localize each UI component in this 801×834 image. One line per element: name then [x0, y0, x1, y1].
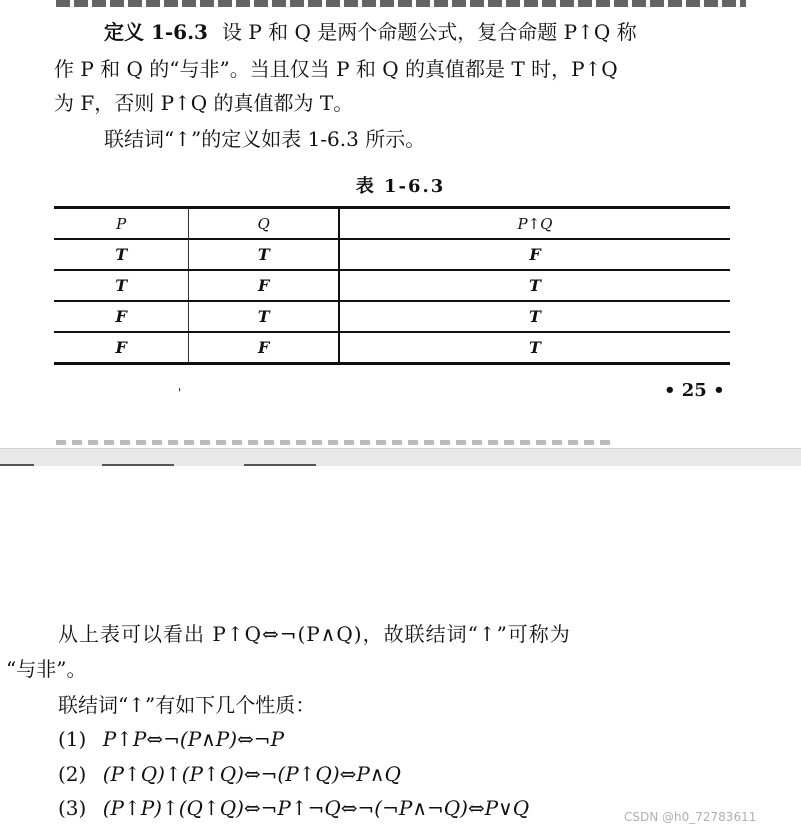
- property-number: (1): [58, 727, 87, 751]
- property-formula: (P↑Q)↑(P↑Q)⇔¬(P↑Q)⇔P∧Q: [102, 762, 401, 786]
- table-row: [54, 332, 730, 364]
- watermark: CSDN @h0_72783611: [624, 810, 757, 824]
- definition-text-1: 设 P 和 Q 是两个命题公式，复合命题 P↑Q 称: [221, 20, 637, 44]
- cut-off-text-line: [56, 440, 616, 445]
- cell-p: F: [54, 332, 189, 364]
- stray-mark: ': [178, 386, 182, 400]
- table-header-row: [54, 208, 730, 240]
- table-row: [54, 270, 730, 301]
- table-row: [54, 301, 730, 332]
- cell-result: F: [339, 239, 730, 270]
- table-caption: [0, 172, 801, 198]
- header-p: P: [54, 208, 189, 240]
- cell-result: T: [339, 301, 730, 332]
- bottom-page: [0, 466, 801, 834]
- definition-line-3: 为 F，否则 P↑Q 的真值都为 T。: [54, 91, 354, 115]
- table-caption-text: 表 1-6.3: [355, 176, 446, 197]
- cell-q: T: [189, 301, 339, 332]
- property-formula: (P↑P)↑(Q↑Q)⇔¬P↑¬Q⇔¬(¬P∧¬Q)⇔P∨Q: [102, 796, 530, 820]
- cell-result: T: [339, 270, 730, 301]
- cut-off-text-line: [56, 0, 746, 7]
- property-2: [58, 762, 401, 786]
- property-formula: P↑P⇔¬(P∧P)⇔¬P: [102, 727, 285, 751]
- table-row: [54, 239, 730, 270]
- truth-table: [54, 206, 730, 365]
- property-number: (2): [58, 762, 87, 786]
- property-1: [58, 727, 284, 751]
- page-number: • 25 •: [664, 380, 725, 401]
- intro-line: 联结词“↑”的定义如表 1-6.3 所示。: [104, 127, 426, 151]
- property-number: (3): [58, 796, 87, 820]
- paragraph-line-1: 从上表可以看出 P↑Q⇔¬(P∧Q)，故联结词“↑”可称为: [58, 622, 571, 646]
- cell-q: F: [189, 270, 339, 301]
- cell-p: F: [54, 301, 189, 332]
- header-p-nand-q: P↑Q: [339, 208, 730, 240]
- paragraph-line-2: “与非”。: [6, 657, 87, 681]
- definition-line-2: 作 P 和 Q 的“与非”。当且仅当 P 和 Q 的真值都是 T 时，P↑Q: [54, 57, 618, 81]
- cell-p: T: [54, 270, 189, 301]
- cell-q: F: [189, 332, 339, 364]
- definition-title: 定义 1-6.3: [104, 20, 208, 44]
- cell-q: T: [189, 239, 339, 270]
- properties-intro: 联结词“↑”有如下几个性质：: [58, 693, 316, 717]
- definition-line-1: [104, 20, 637, 44]
- cell-result: T: [339, 332, 730, 364]
- cell-p: T: [54, 239, 189, 270]
- property-3: [58, 796, 529, 820]
- header-q: Q: [189, 208, 339, 240]
